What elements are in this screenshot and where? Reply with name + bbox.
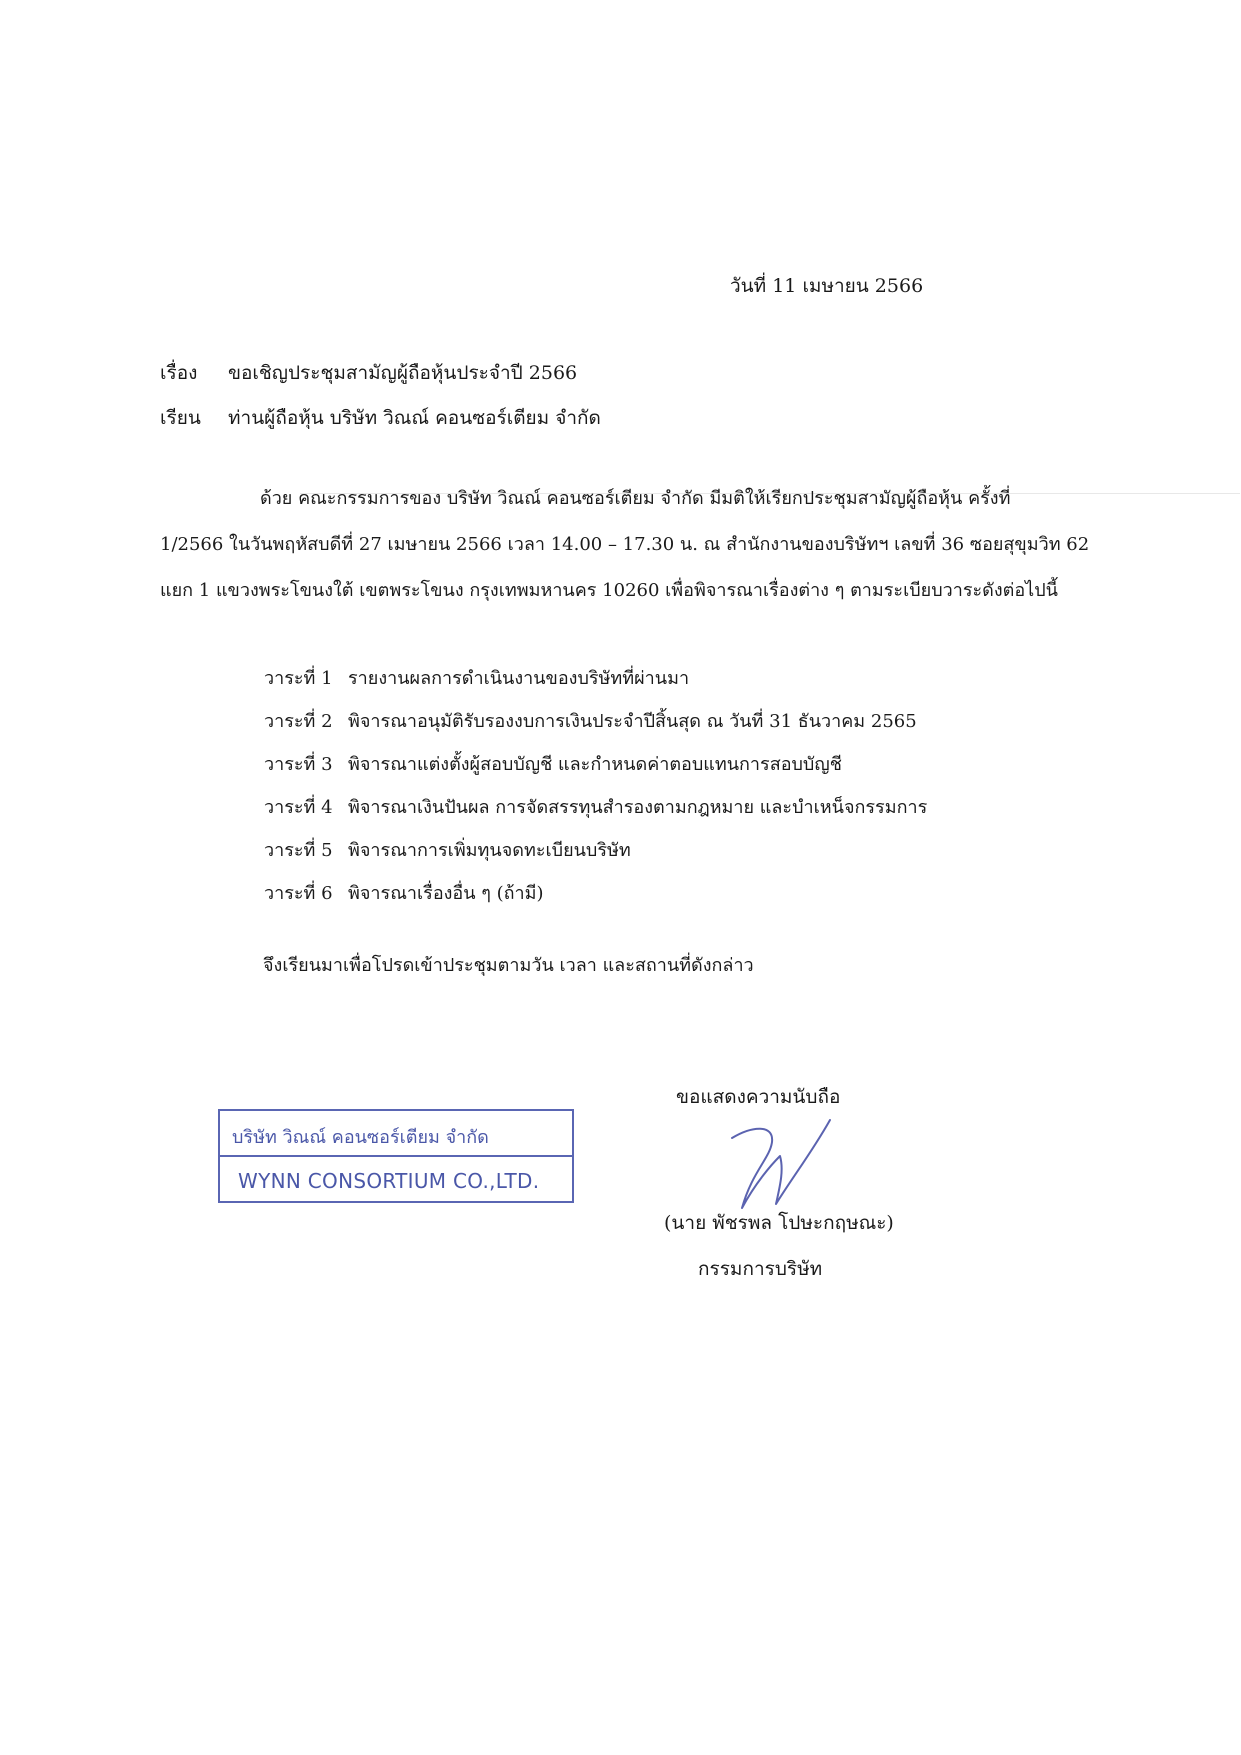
stamp-thai-name: บริษัท วิณณ์ คอนซอร์เตียม จำกัด <box>232 1127 489 1148</box>
recipient-label: เรียน <box>160 407 201 429</box>
stamp-divider <box>220 1155 572 1157</box>
company-stamp <box>218 1109 574 1203</box>
subject-text: ขอเชิญประชุมสามัญผู้ถือหุ้นประจำปี 2566 <box>228 362 578 384</box>
agenda-item <box>264 792 927 835</box>
agenda-text: พิจารณาเงินปันผล การจัดสรรทุนสำรองตามกฎหมาย และบำเหน็จกรรมการ <box>348 797 928 818</box>
closing-text: จึงเรียนมาเพื่อโปรดเข้าประชุมตามวัน เวลา และสถานที่ดังกล่าว <box>263 955 754 976</box>
recipient-text: ท่านผู้ถือหุ้น บริษัท วิณณ์ คอนซอร์เตียม จำกัด <box>228 407 601 429</box>
agenda-item <box>264 878 927 921</box>
agenda-text: รายงานผลการดำเนินงานของบริษัทที่ผ่านมา <box>348 668 690 689</box>
body-line-1: ด้วย คณะกรรมการของ บริษัท วิณณ์ คอนซอร์เตียม จำกัด มีมติให้เรียกประชุมสามัญผู้ถือหุ้น ครั้งที่ <box>260 488 1011 509</box>
agenda-number: วาระที่ 1 <box>264 668 333 689</box>
agenda-item <box>264 835 927 878</box>
agenda-text: พิจารณาอนุมัติรับรองงบการเงินประจำปีสิ้นสุด ณ วันที่ 31 ธันวาคม 2565 <box>348 711 917 732</box>
body-line-2: 1/2566 ในวันพฤหัสบดีที่ 27 เมษายน 2566 เวลา 14.00 – 17.30 น. ณ สำนักงานของบริษัทฯ เลขที่ 36 ซอยสุขุมวิท 62 <box>160 534 1090 555</box>
signature-stroke <box>732 1120 830 1208</box>
agenda-text: พิจารณาการเพิ่มทุนจดทะเบียนบริษัท <box>348 840 631 861</box>
subject-label: เรื่อง <box>160 362 198 384</box>
letter-date: วันที่ 11 เมษายน 2566 <box>730 275 924 297</box>
signer-position: กรรมการบริษัท <box>698 1258 823 1280</box>
agenda-text: พิจารณาแต่งตั้งผู้สอบบัญชี และกำหนดค่าตอบแทนการสอบบัญชี <box>348 754 842 775</box>
signer-name: (นาย พัชรพล โปษะกฤษณะ) <box>664 1212 894 1234</box>
agenda-item <box>264 706 927 749</box>
signature <box>722 1112 842 1222</box>
agenda-text: พิจารณาเรื่องอื่น ๆ (ถ้ามี) <box>348 883 544 904</box>
agenda-item <box>264 663 927 706</box>
agenda-number: วาระที่ 5 <box>264 840 333 861</box>
body-line-3: แยก 1 แขวงพระโขนงใต้ เขตพระโขนง กรุงเทพมหานคร 10260 เพื่อพิจารณาเรื่องต่าง ๆ ตามระเบียบวาระดังต่อไปนี้ <box>160 580 1058 601</box>
agenda-number: วาระที่ 6 <box>264 883 333 904</box>
agenda-item <box>264 749 927 792</box>
agenda-number: วาระที่ 2 <box>264 711 333 732</box>
stamp-english-name: WYNN CONSORTIUM CO.,LTD. <box>238 1169 540 1193</box>
agenda-list <box>264 663 927 921</box>
agenda-number: วาระที่ 3 <box>264 754 333 775</box>
regards-text: ขอแสดงความนับถือ <box>676 1086 841 1108</box>
agenda-number: วาระที่ 4 <box>264 797 333 818</box>
